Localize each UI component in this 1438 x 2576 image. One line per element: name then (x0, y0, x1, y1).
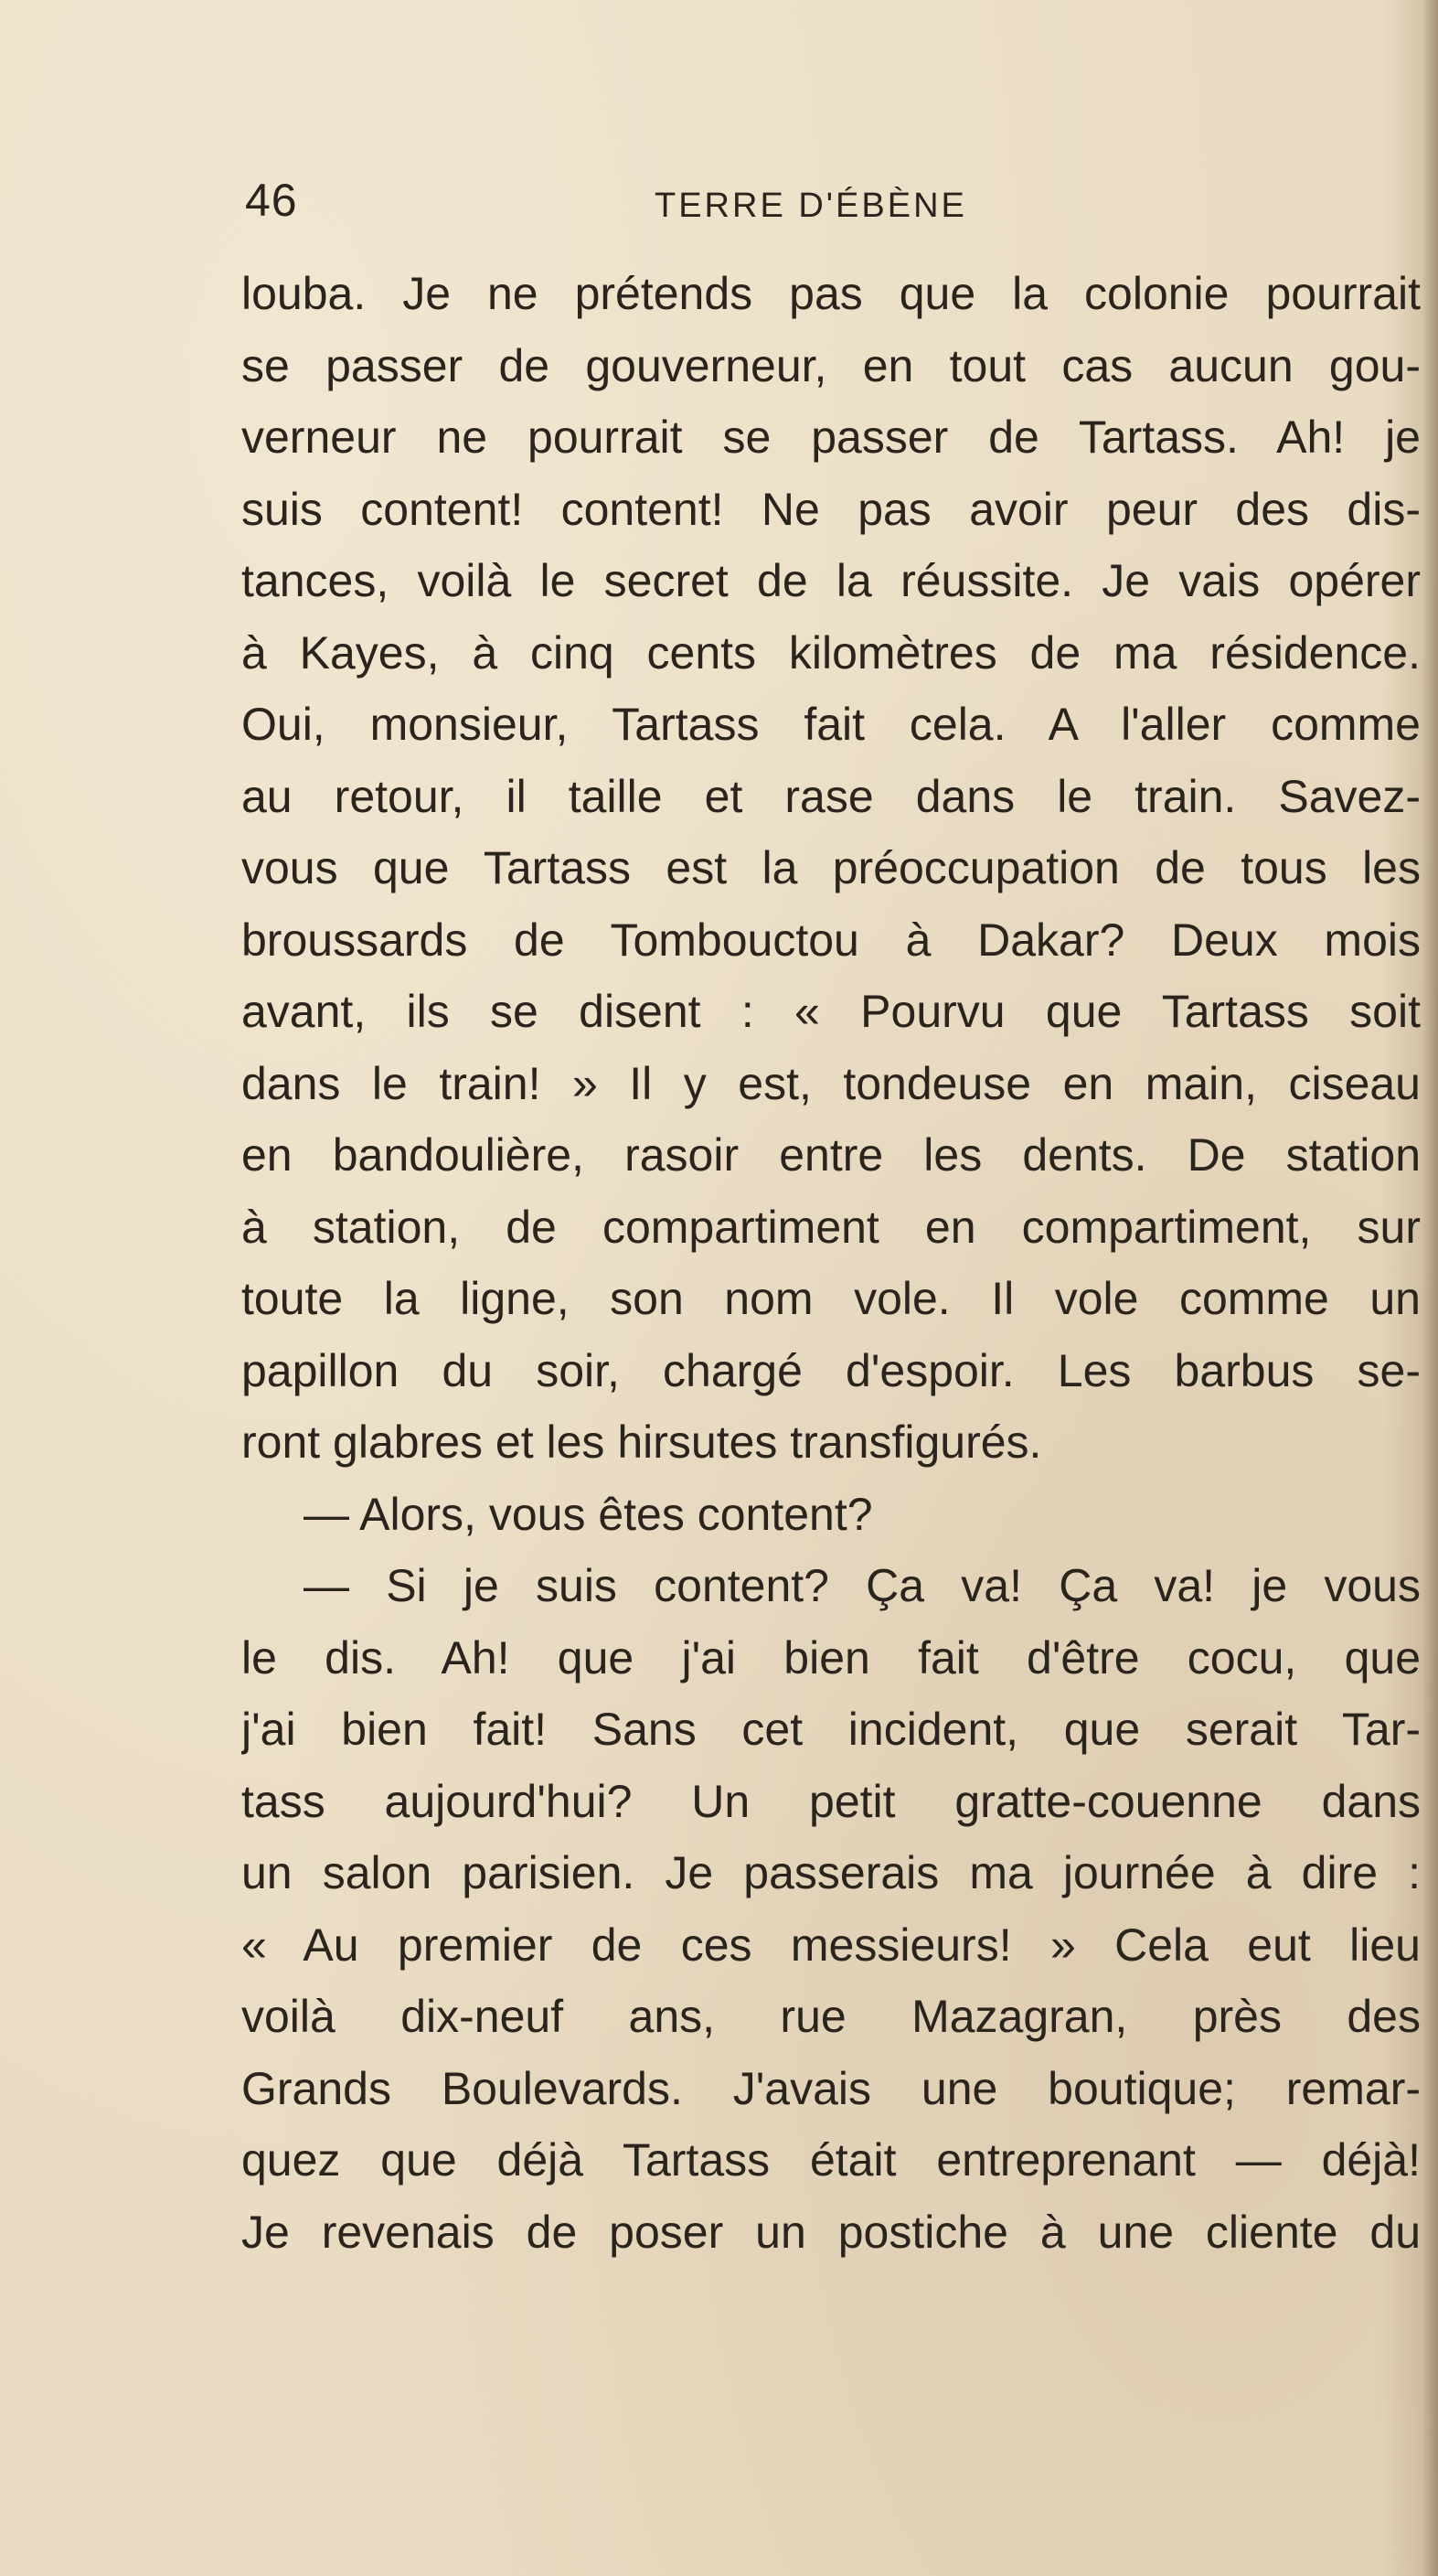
text-line: Je revenais de poser un postiche à une cliente du (241, 2206, 1421, 2258)
dialogue-line: — Si je suis content? Ça va! Ça va! je vous (304, 1560, 1421, 1611)
page-header (245, 174, 1424, 238)
text-line: à station, de compartiment en compartiment, sur (241, 1201, 1421, 1253)
text-line: tass aujourd'hui? Un petit gratte-couenne dans (241, 1775, 1421, 1827)
running-title: TERRE D'ÉBÈNE (655, 187, 967, 225)
text-line: en bandoulière, rasoir entre les dents. De station (241, 1129, 1421, 1181)
text-line: quez que déjà Tartass était entreprenant — déjà! (241, 2134, 1421, 2186)
text-line: avant, ils se disent : « Pourvu que Tartass soit (241, 986, 1421, 1037)
text-line: toute la ligne, son nom vole. Il vole comme un (241, 1273, 1421, 1324)
text-line: vous que Tartass est la préoccupation de tous les (241, 842, 1421, 893)
text-line: à Kayes, à cinq cents kilomètres de ma résidence. (241, 626, 1421, 679)
page-edge-shadow (1422, 0, 1438, 2576)
text-line: broussards de Tombouctou à Dakar? Deux mois (241, 914, 1421, 966)
text-line: au retour, il taille et rase dans le train. Savez- (241, 770, 1421, 822)
text-line: « Au premier de ces messieurs! » Cela eut lieu (241, 1919, 1421, 1971)
text-line: suis content! content! Ne pas avoir peur des dis- (241, 483, 1421, 535)
text-line: papillon du soir, chargé d'espoir. Les barbus se- (241, 1344, 1421, 1396)
text-line: tances, voilà le secret de la réussite. Je vais opérer (241, 555, 1421, 606)
text-line: Oui, monsieur, Tartass fait cela. A l'aller comme (241, 699, 1421, 750)
page-number: 46 (245, 175, 298, 226)
text-line: se passer de gouverneur, en tout cas aucun gou- (241, 339, 1421, 391)
text-line: dans le train! » Il y est, tondeuse en main, ciseau (241, 1057, 1421, 1109)
text-line: verneur ne pourrait se passer de Tartass. Ah! je (241, 412, 1421, 463)
text-line: le dis. Ah! que j'ai bien fait d'être cocu, que (241, 1631, 1421, 1683)
text-line: un salon parisien. Je passerais ma journée à dire : (241, 1847, 1421, 1898)
body-text (241, 258, 1430, 2268)
dialogue-line: — Alors, vous êtes content? (304, 1488, 873, 1540)
text-line: j'ai bien fait! Sans cet incident, que serait Tar- (241, 1704, 1421, 1755)
text-line: voilà dix-neuf ans, rue Mazagran, près des (241, 1991, 1421, 2042)
text-line: ront glabres et les hirsutes transfigurés. (241, 1416, 1042, 1468)
text-line: louba. Je ne prétends pas que la colonie pourrait (241, 268, 1421, 319)
text-line: Grands Boulevards. J'avais une boutique; remar- (241, 2062, 1421, 2114)
